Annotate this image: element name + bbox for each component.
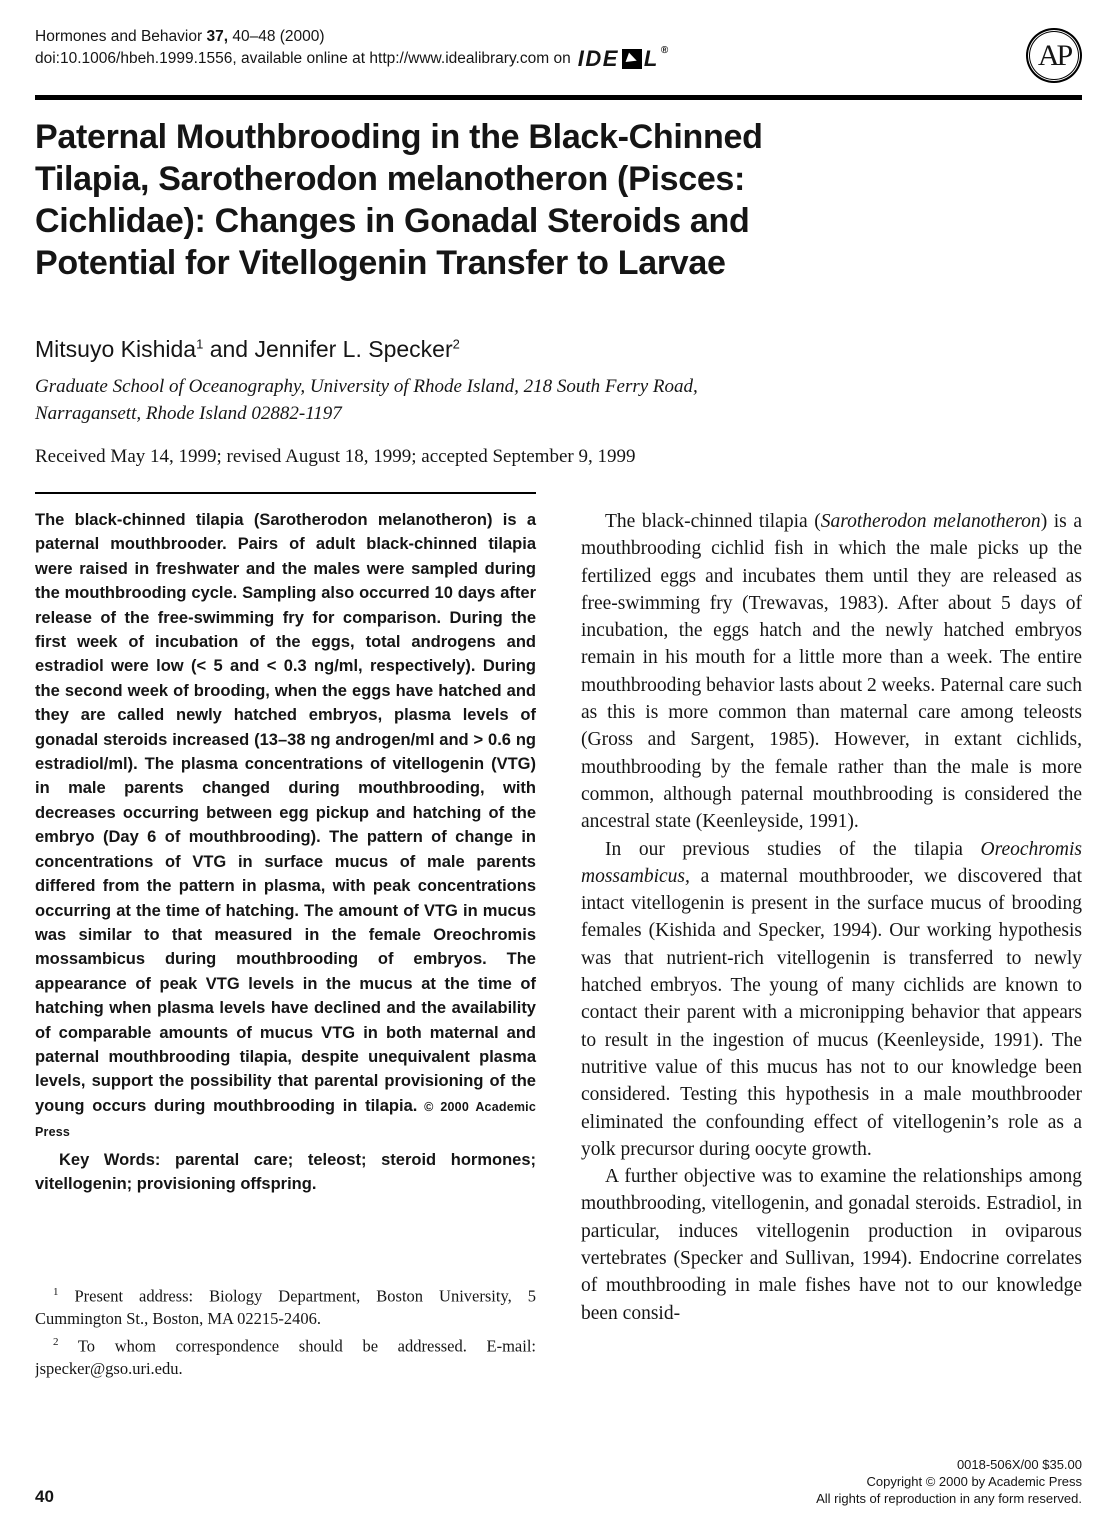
- masthead: [35, 26, 1082, 83]
- body-paragraph-1: The black-chinned tilapia (Sarotherodon melanotheron) is a mouthbrooding cichlid fish in which the male picks up the fertilized eggs and incubates them until they are released as free-swimming fry (Trewavas, 1983). After about 5 days of incubation, the eggs hatch and the newly hatched embryos remain in his mouth for a little more than a week. The entire mouthbrooding behavior lasts about 2 weeks. Paternal care such as this is more common than maternal care among teleosts (Gross and Sargent, 1985). However, in extant cichlids, mouthbrooding by the female rather than the male is more common, although paternal mouthbrooding is considered the ancestral state (Keenleyside, 1991).: [581, 511, 1082, 833]
- journal-citation: Hormones and Behavior 37, 40–48 (2000): [35, 28, 325, 45]
- ideal-logo-cursor-icon: [622, 49, 642, 69]
- article-title: [35, 116, 1082, 284]
- abstract-rule: [35, 492, 536, 494]
- doi-text: doi:10.1006/hbeh.1999.1556, available online at http://www.idealibrary.com on: [35, 50, 571, 67]
- academic-press-logo: [1026, 28, 1082, 83]
- title-line-4: Potential for Vitellogenin Transfer to Larvae: [35, 244, 726, 282]
- authors: Mitsuyo Kishida$^1$ and Jennifer L. Specker$^2$: [35, 336, 460, 362]
- academic-press-logo-text: AP: [1037, 38, 1071, 72]
- footnotes: [35, 1281, 536, 1380]
- footnote-1: $^1$ Present address: Biology Department, Boston University, 5 Cummington St., Boston, MA 02215-2406.: [35, 1286, 536, 1328]
- body-paragraph-2: In our previous studies of the tilapia Oreochromis mossambicus, a maternal mouthbrooder, we discovered that intact vitellogenin is present in the surface mucus of brooding females (Kishida and Specker, 1994). Our working hypothesis was that nutrient-rich vitellogenin is transferred to newly hatched embryos. The young of many cichlids are known to contact their parent with a micronipping behavior that appears to result in the ingestion of mucus (Keenleyside, 1991). The nutritive value of this mucus has not to our knowledge been considered. Testing this hypothesis in a male mouthbrooder eliminated the confounding effect of vitellogenin’s role as a yolk precursor during oocyte growth.: [581, 838, 1082, 1160]
- ideal-logo-post: L: [643, 46, 659, 71]
- title-line-2: Tilapia, Sarotherodon melanotheron (Pisces:: [35, 160, 746, 198]
- footnote-2: $^2$ To whom correspondence should be addressed. E-mail: jspecker@gso.uri.edu.: [35, 1335, 536, 1378]
- copyright-line: Copyright © 2000 by Academic Press: [866, 1474, 1082, 1489]
- page-footer: [35, 1456, 1082, 1507]
- title-line-3: Cichlidae): Changes in Gonadal Steroids and: [35, 202, 750, 240]
- rights-line: All rights of reproduction in any form reserved.: [816, 1491, 1082, 1506]
- header-rule: [35, 95, 1082, 100]
- ideal-logo: [577, 45, 669, 71]
- imprint: [816, 1456, 1082, 1507]
- affiliation: [35, 373, 1082, 427]
- two-column-body: [35, 508, 1082, 1458]
- registered-mark: ®: [660, 45, 669, 56]
- affiliation-line-2: Narragansett, Rhode Island 02882-1197: [35, 403, 342, 424]
- abstract: The black-chinned tilapia (Sarotherodon melanotheron) is a paternal mouthbrooder. Pairs of adult black-chinned tilapia were raised in freshwater and the males were sampled during the mouthbrooding cycle. Sampling also occurred 10 days after release of the free-swimming fry for comparison. During the first week of incubation of the eggs, total androgens and estradiol were low (< 5 and < 0.3 ng/ml, respectively). During the second week of brooding, when the eggs have hatched and they are called newly hatched embryos, plasma levels of gonadal steroids increased (13–38 ng androgen/ml and > 0.6 ng estradiol/ml). The plasma concentrations of vitellogenin (VTG) in male parents changed during mouthbrooding, with decreases occurring between egg pickup and hatching of the embryo (Day 6 of mouthbrooding). The pattern of change in concentrations of VTG in surface mucus of male parents differed from the pattern in plasma, with peak concentrations occurring at the time of hatching. The amount of VTG in mucus was similar to that measured in the female Oreochromis mossambicus during mouthbrooding of embryos. The appearance of peak VTG levels in the mucus at the time of hatching when plasma levels have declined and the availability of comparable amounts of mucus VTG in both maternal and paternal mouthbrooding tilapia, despite unequivalent plasma levels, support the possibility that parental provisioning of the young occurs during mouthbrooding in tilapia. © 2000 Academic Press: [35, 511, 536, 1140]
- masthead-text: [35, 26, 669, 71]
- received-dates: Received May 14, 1999; revised August 18, 1999; accepted September 9, 1999: [35, 446, 636, 467]
- keywords: Key Words: parental care; teleost; steroid hormones; vitellogenin; provisioning offspring.: [35, 1150, 536, 1193]
- title-line-1: Paternal Mouthbrooding in the Black-Chinned: [35, 118, 763, 156]
- body-paragraph-3: A further objective was to examine the relationships among mouthbrooding, vitellogenin, and gonadal steroids. Estradiol, in particular, induces vitellogenin production in oviparous vertebrates (Specker and Sullivan, 1994). Endocrine correlates of mouthbrooding in male fishes have not to our knowledge been consid-: [581, 1166, 1082, 1324]
- right-column: [581, 508, 1082, 1458]
- affiliation-line-1: Graduate School of Oceanography, University of Rhode Island, 218 South Ferry Road,: [35, 376, 698, 397]
- left-column: [35, 508, 536, 1458]
- issn-price-line: 0018-506X/00 $35.00: [956, 1457, 1082, 1472]
- doi-line: [35, 45, 669, 71]
- page-number: 40: [35, 1487, 54, 1506]
- ideal-logo-pre: IDE: [577, 46, 619, 71]
